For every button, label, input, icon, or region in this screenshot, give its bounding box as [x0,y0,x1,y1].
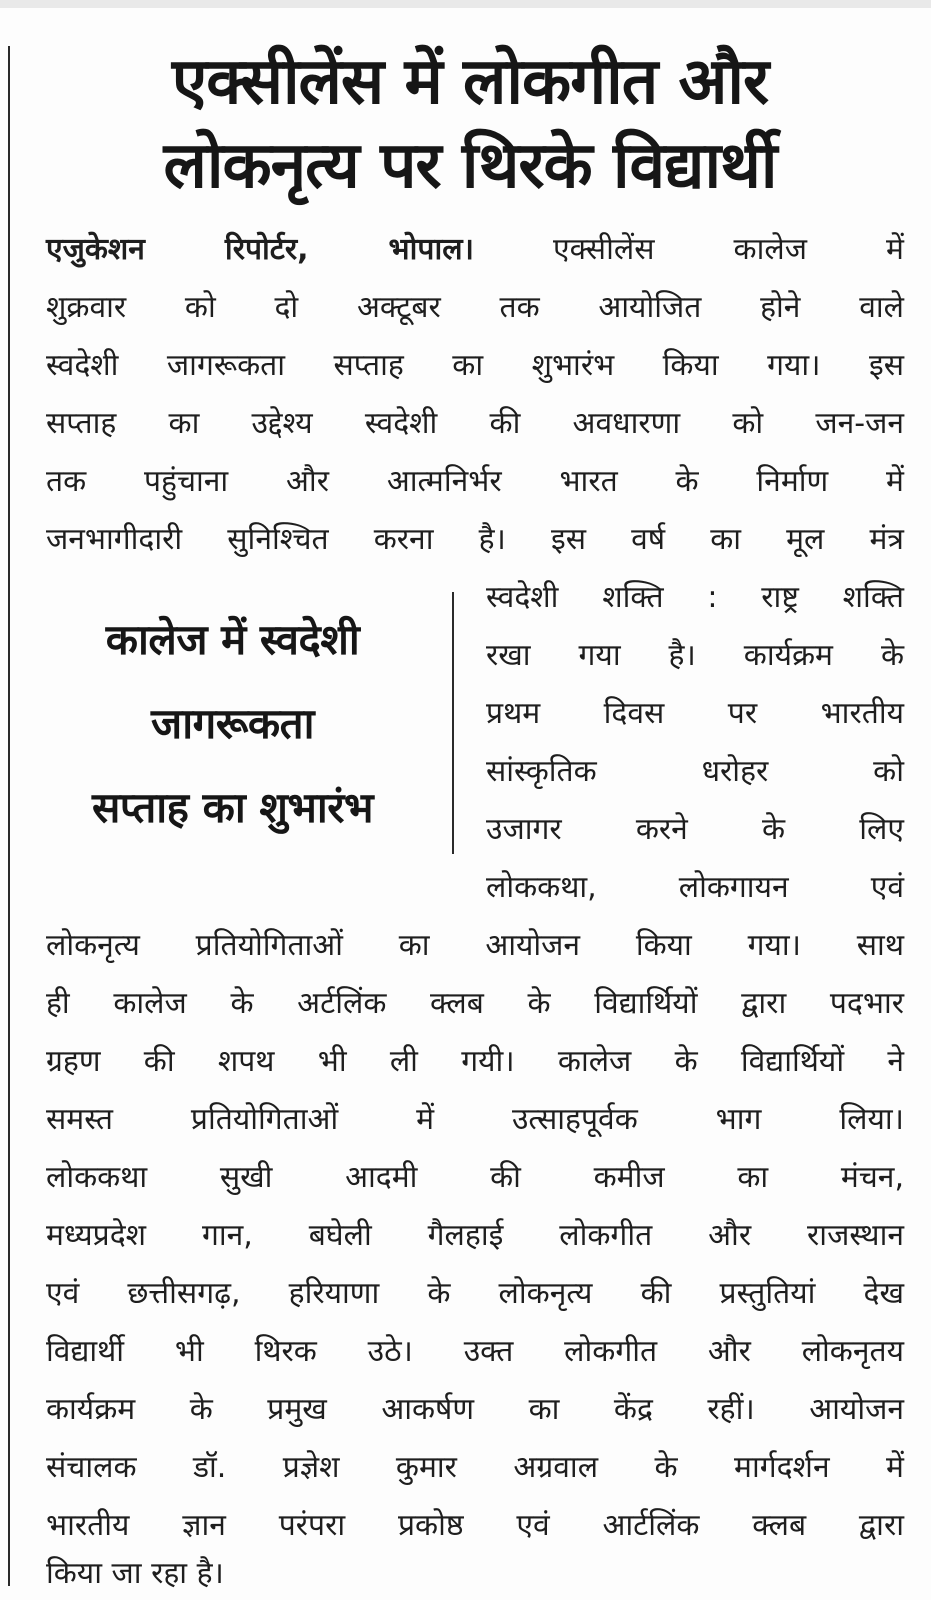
subheadline-line-1: कालेज में स्वदेशी [105,615,360,664]
headline-line-2: लोकनृत्य पर थिरके विद्यार्थी [163,129,777,203]
subheadline-line-3: सप्ताह का शुभारंभ [92,783,373,832]
article-line-4: सप्ताह का उद्देश्य स्वदेशी की अवधारणा को जन-जन [46,406,904,441]
body-line-3: ग्रहण की शपथ भी ली गयी। कालेज के विद्यार्थियों ने [46,1044,904,1079]
headline-line-1: एक्सीलेंस में लोकगीत और [171,45,769,119]
article-line-2: शुक्रवार को दो अक्टूबर तक आयोजित होने वाले [46,290,904,325]
body-line-6: मध्यप्रदेश गान, बघेली गैलहाई लोकगीत और राजस्थान [46,1218,904,1253]
body-line-7: एवं छत्तीसगढ़, हरियाणा के लोकनृत्य की प्रस्तुतियां देख [46,1276,904,1311]
body-line-1: लोकनृत्य प्रतियोगिताओं का आयोजन किया गया। साथ [46,928,904,963]
column-line-5: उजागर करने के लिए [486,812,904,847]
column-line-3: प्रथम दिवस पर भारतीय [486,696,904,731]
body-line-5: लोककथा सुखी आदमी की कमीज का मंचन, [46,1160,904,1195]
body-line-9: कार्यक्रम के प्रमुख आकर्षण का केंद्र रहीं। आयोजन [46,1392,904,1427]
column-line-6: लोककथा, लोकगायन एवं [486,870,904,905]
byline: एजुकेशन रिपोर्टर, भोपाल। [46,232,474,267]
body-line-2: ही कालेज के अर्टलिंक क्लब के विद्यार्थियों द्वारा पदभार [46,986,904,1021]
body-line-8: विद्यार्थी भी थिरक उठे। उक्त लोकगीत और लोकनृतय [46,1334,904,1369]
column-line-2: रखा गया है। कार्यक्रम के [486,638,904,673]
top-border [0,0,931,8]
body-line-4: समस्त प्रतियोगिताओं में उत्साहपूर्वक भाग लिया। [46,1102,904,1137]
subheadline-line-2: जागरूकता [151,699,314,748]
column-divider-left [8,46,10,1586]
body-line-12: किया जा रहा है। [46,1556,224,1591]
article-line-3: स्वदेशी जागरूकता सप्ताह का शुभारंभ किया गया। इस [46,348,904,383]
article-line-5: तक पहुंचाना और आत्मनिर्भर भारत के निर्माण में [46,464,904,499]
intro-first-fragment: एक्सीलेंस कालेज में [553,232,904,267]
article-line-6: जनभागीदारी सुनिश्चित करना है। इस वर्ष का मूल मंत्र [46,522,904,557]
subheadline-divider [452,592,454,854]
subheadline [30,598,435,850]
body-line-11: भारतीय ज्ञान परंपरा प्रकोष्ठ एवं आर्टलिंक क्लब द्वारा [46,1508,904,1543]
headline [20,40,920,208]
article-line-1 [46,228,904,272]
body-line-10: संचालक डॉ. प्रज्ञेश कुमार अग्रवाल के मार्गदर्शन में [46,1450,904,1485]
column-line-4: सांस्कृतिक धरोहर को [486,754,904,789]
column-line-1: स्वदेशी शक्ति : राष्ट्र शक्ति [486,580,904,615]
